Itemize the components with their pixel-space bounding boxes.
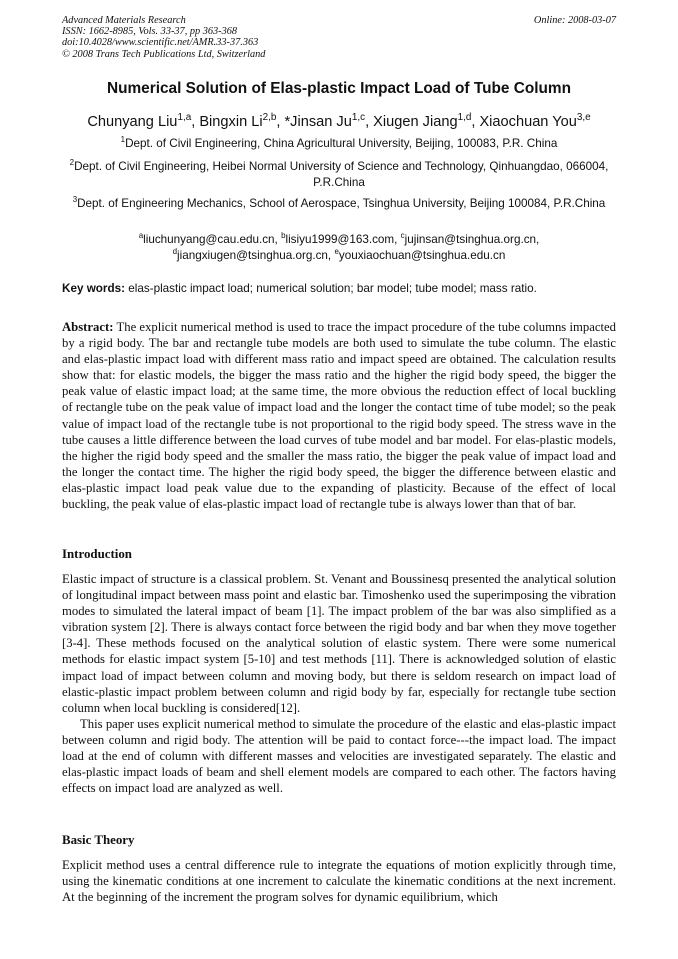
affiliation-text: Dept. of Civil Engineering, China Agricultural University, Beijing, 100083, P.R. China: [125, 137, 558, 150]
affiliation-mark: 3: [72, 195, 78, 205]
journal-header: [62, 15, 616, 60]
email-line-2: [62, 248, 616, 264]
email-mark: e: [334, 246, 339, 256]
author-name: Bingxin Li: [199, 114, 263, 130]
affiliation-3: [62, 196, 616, 212]
paragraph: Elastic impact of structure is a classical problem. St. Venant and Boussinesq presented the analytical solution of longitudinal impact between mass point and elastic bar. Timoshenko used the superimposing the vibration modes to simulated the lateral impact of beam [1]. The impact problem of the bar was also simplified as a vibration system [2]. There is always contact force between the rigid body and bar when they move together [3-4]. These methods focused on the analytical solution of elastic system. There were some numerical methods for elastic impact system [5-10] and test methods [11]. There is acknowledged solution of elastic impact load of impact between column and moving body, but there is seldom research on impact load of elastic-plastic impact problem between column and rigid body by far, especially for rectangle tube section column when local buckling is considered[12].: [62, 572, 616, 715]
affiliation-1: [62, 136, 616, 152]
author-affiliation-mark: 1,d: [457, 112, 472, 124]
issn-line: ISSN: 1662-8985, Vols. 33-37, pp 363-368: [62, 26, 238, 38]
author-name: *Jinsan Ju: [284, 114, 352, 130]
section-heading-introduction: Introduction: [62, 547, 132, 561]
online-date: Online: 2008-03-07: [533, 15, 616, 26]
email-list: [62, 232, 616, 264]
affiliation-text: Dept. of Engineering Mechanics, School of Aerospace, Tsinghua University, Beijing 100084, P.R.China: [77, 197, 606, 210]
copyright-line: © 2008 Trans Tech Publications Ltd, Switzerland: [62, 48, 266, 60]
author-affiliation-mark: 1,a: [177, 112, 192, 124]
email-address[interactable]: lisiyu1999@163.com,: [285, 233, 398, 246]
introduction-body: [62, 571, 616, 796]
journal-name: Advanced Materials Research: [62, 15, 186, 26]
keywords-text: elas-plastic impact load; numerical solution; bar model; tube model; mass ratio.: [128, 282, 537, 295]
email-mark: a: [138, 231, 144, 241]
paragraph: Explicit method uses a central difference rule to integrate the equations of motion explicitly through time, using the kinematic conditions at one increment to calculate the kinematic conditions at the next increment. At the beginning of the increment the program solves for dynamic equilibrium, which: [62, 858, 616, 905]
basic-theory-body: [62, 857, 616, 905]
paper-title: Numerical Solution of Elas-plastic Impact Load of Tube Column: [106, 80, 572, 97]
email-mark: d: [172, 246, 178, 256]
author-name: Chunyang Liu: [87, 114, 178, 130]
email-address[interactable]: jiangxiugen@tsinghua.org.cn,: [177, 248, 332, 262]
affiliation-text: Dept. of Civil Engineering, Heibei Normal University of Science and Technology, Qinhuangdao, 066004, P.R.China: [74, 160, 609, 189]
keywords-label: Key words:: [62, 282, 125, 295]
affiliation-2: [62, 159, 616, 191]
author-affiliation-mark: 1,c: [351, 112, 366, 124]
email-address[interactable]: jujinsan@tsinghua.org.cn,: [404, 233, 540, 246]
doi-line: doi:10.4028/www.scientific.net/AMR.33-37.363: [62, 37, 259, 49]
email-line-1: [62, 232, 616, 248]
abstract-text: The explicit numerical method is used to trace the impact procedure of the tube columns impacted by a rigid body. The bar and rectangle tube models are both used to simulate the tube column. The elastic and elas-plastic impact load with different mass ratio and impact speed are obtained. The calculation results show that: for elastic models, the bigger the mass ratio and the higher the rigid body speed, the bigger the peak value of elastic impact load; at the same time, the more obvious the reduction effect of local buckling of rectangle tube on the peak value of impact load and the longer the contact time of tube model; so the peak value of impact load of the rectangle tube is not proportional to the rigid body speed. The stress wave in the tube causes a little difference between the load curves of tube model and bar model. For elas-plastic models, the higher the rigid body speed and the smaller the mass ratio, the bigger the peak value of impact load and the longer the contact time. The higher the rigid body speed, the bigger the difference between elastic and elas-plastic impact load peak value due to the expanding of plasticity. Because of the effect of local buckling, the peak value of elas-plastic impact load of rectangle tube is always lower than that of bar.: [62, 320, 616, 512]
section-heading-basic-theory: Basic Theory: [62, 833, 135, 847]
email-mark: b: [281, 231, 286, 241]
affiliation-mark: 2: [69, 158, 75, 168]
author-list: Chunyang Liu$^{1,a}$, Bingxin Li$^{2,b}$, *Jinsan Ju$^{1,c}$, Xiugen Jiang$^{1,d}$, Xiaochuan You$^{3,e}$: [87, 112, 591, 130]
email-address[interactable]: youxiaochuan@tsinghua.edu.cn: [338, 248, 506, 262]
abstract: [62, 319, 616, 512]
abstract-label: Abstract:: [62, 320, 114, 334]
email-mark: c: [400, 231, 405, 241]
keywords: [62, 281, 622, 296]
affiliation-mark: 1: [120, 135, 126, 145]
author-name: Xiugen Jiang: [373, 114, 458, 130]
paragraph: This paper uses explicit numerical method to simulate the procedure of the elastic and elas-plastic impact between column and rigid body. The attention will be paid to contact force---the impact load. The impact load at the end of column with different masses and velocities are investigated separately. The elastic and elas-plastic impact loads of beam and shell element models are compared to each other. The factors having effects on impact load are analyzed as well.: [62, 716, 616, 796]
author-name: Xiaochuan You: [479, 114, 577, 130]
author-affiliation-mark: 2,b: [262, 112, 277, 124]
author-affiliation-mark: 3,e: [576, 112, 591, 124]
email-address[interactable]: liuchunyang@cau.edu.cn,: [143, 233, 278, 246]
